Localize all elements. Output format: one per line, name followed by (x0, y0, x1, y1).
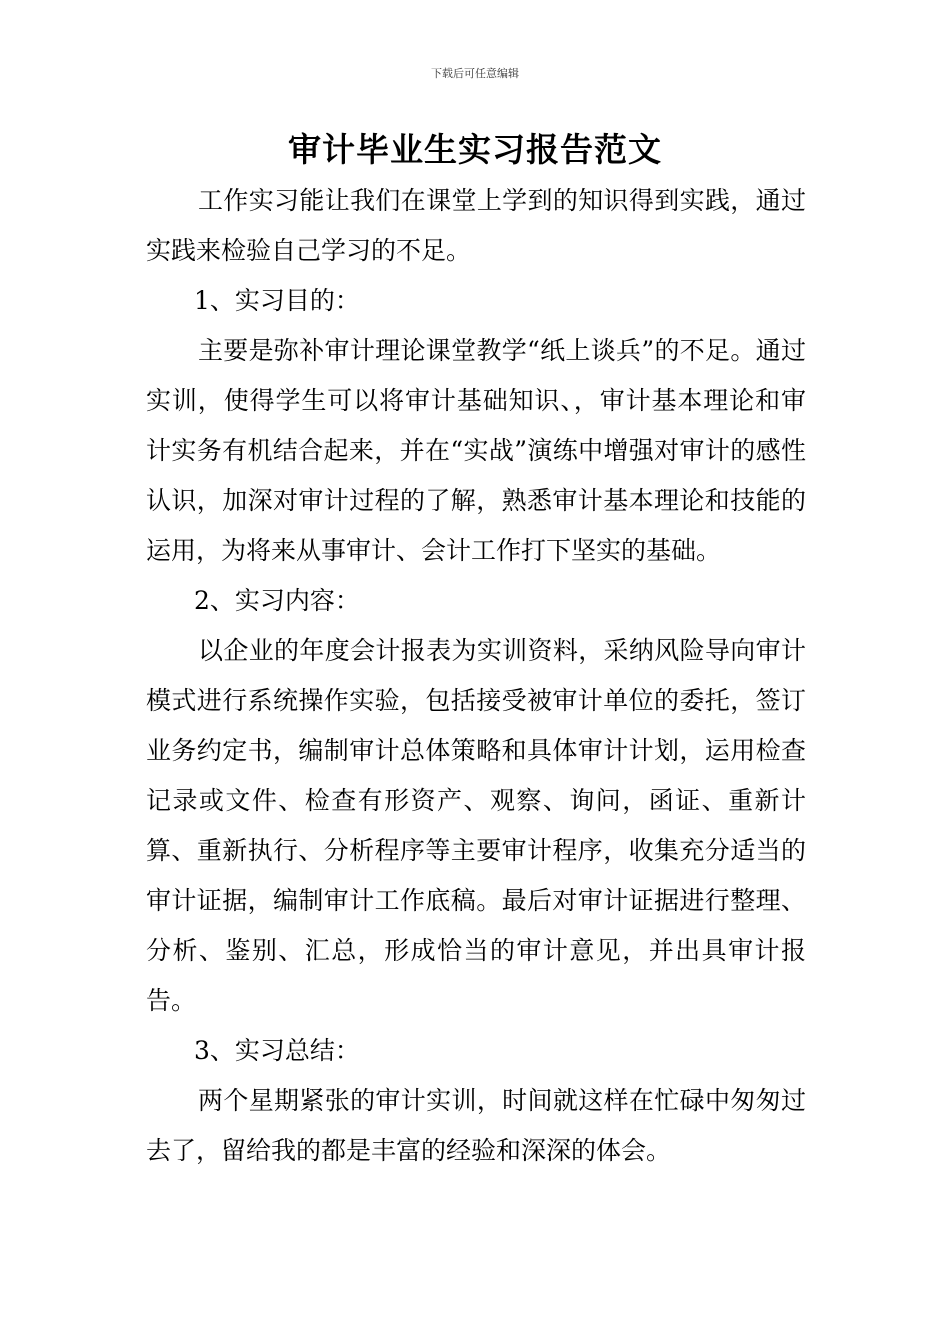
section-heading-purpose: 1、实习目的： (194, 286, 360, 315)
document-title: 审计毕业生实习报告范文 (288, 130, 662, 169)
section-heading-content: 2、实习内容： (194, 586, 360, 615)
intro-paragraph: 工作实习能让我们在课堂上学到的知识得到实践，通过实践来检验自己学习的不足。 (146, 186, 806, 265)
document-body (146, 176, 806, 1176)
header-note: 下载后可任意编辑 (431, 67, 519, 80)
section-heading-summary: 3、实习总结： (194, 1036, 360, 1065)
content-paragraph: 以企业的年度会计报表为实训资料，采纳风险导向审计模式进行系统操作实验，包括接受被审计单位的委托，签订业务约定书，编制审计总体策略和具体审计计划，运用检查记录或文件、检查有形资产、观察、询问，函证、重新计算、重新执行、分析程序等主要审计程序，收集充分适当的审计证据，编制审计工作底稿。最后对审计证据进行整理、分析、鉴别、汇总，形成恰当的审计意见，并出具审计报告。 (146, 636, 806, 1015)
summary-paragraph: 两个星期紧张的审计实训，时间就这样在忙碌中匆匆过去了，留给我的都是丰富的经验和深深的体会。 (146, 1086, 806, 1165)
purpose-paragraph: 主要是弥补审计理论课堂教学“纸上谈兵”的不足。通过实训，使得学生可以将审计基础知识、，审计基本理论和审计实务有机结合起来，并在“实战”演练中增强对审计的感性认识，加深对审计过程的了解，熟悉审计基本理论和技能的运用，为将来从事审计、会计工作打下坚实的基础。 (146, 336, 806, 565)
